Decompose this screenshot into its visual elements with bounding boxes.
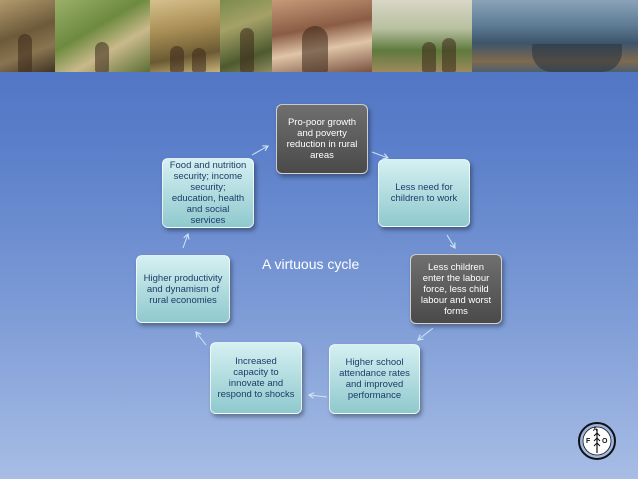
arrow-2 xyxy=(447,235,455,248)
node-text: Higher school attendance rates and improved performance xyxy=(339,357,410,401)
node-food-security xyxy=(162,158,254,228)
arrow-4 xyxy=(309,395,327,397)
fao-letter-o: O xyxy=(602,438,608,445)
node-text: Increased capacity to innovate and respond to shocks xyxy=(217,356,295,400)
node-less-children-labour xyxy=(410,254,502,324)
fao-logo xyxy=(577,421,617,461)
node-higher-productivity xyxy=(136,255,230,323)
node-text: Food and nutrition security; income security; education, health and social services xyxy=(169,160,247,226)
node-text: Pro-poor growth and poverty reduction in rural areas xyxy=(286,117,358,161)
node-pro-poor-growth xyxy=(276,104,368,174)
fao-letter-f: F xyxy=(586,438,591,445)
node-text: Less need for children to work xyxy=(390,182,458,204)
node-less-need xyxy=(378,159,470,227)
arrow-1 xyxy=(372,152,388,158)
fao-letter-a: A xyxy=(593,427,598,433)
arrow-6 xyxy=(183,234,188,248)
arrow-3 xyxy=(418,328,433,340)
node-increased-capacity xyxy=(210,342,302,414)
node-text: Less children enter the labour force, less child labour and worst forms xyxy=(420,261,492,317)
node-text: Higher productivity and dynamism of rural economies xyxy=(143,272,223,306)
diagram-title: A virtuous cycle xyxy=(262,256,360,272)
arrow-5 xyxy=(196,332,206,345)
node-higher-school xyxy=(329,344,420,414)
arrow-7 xyxy=(252,146,268,155)
